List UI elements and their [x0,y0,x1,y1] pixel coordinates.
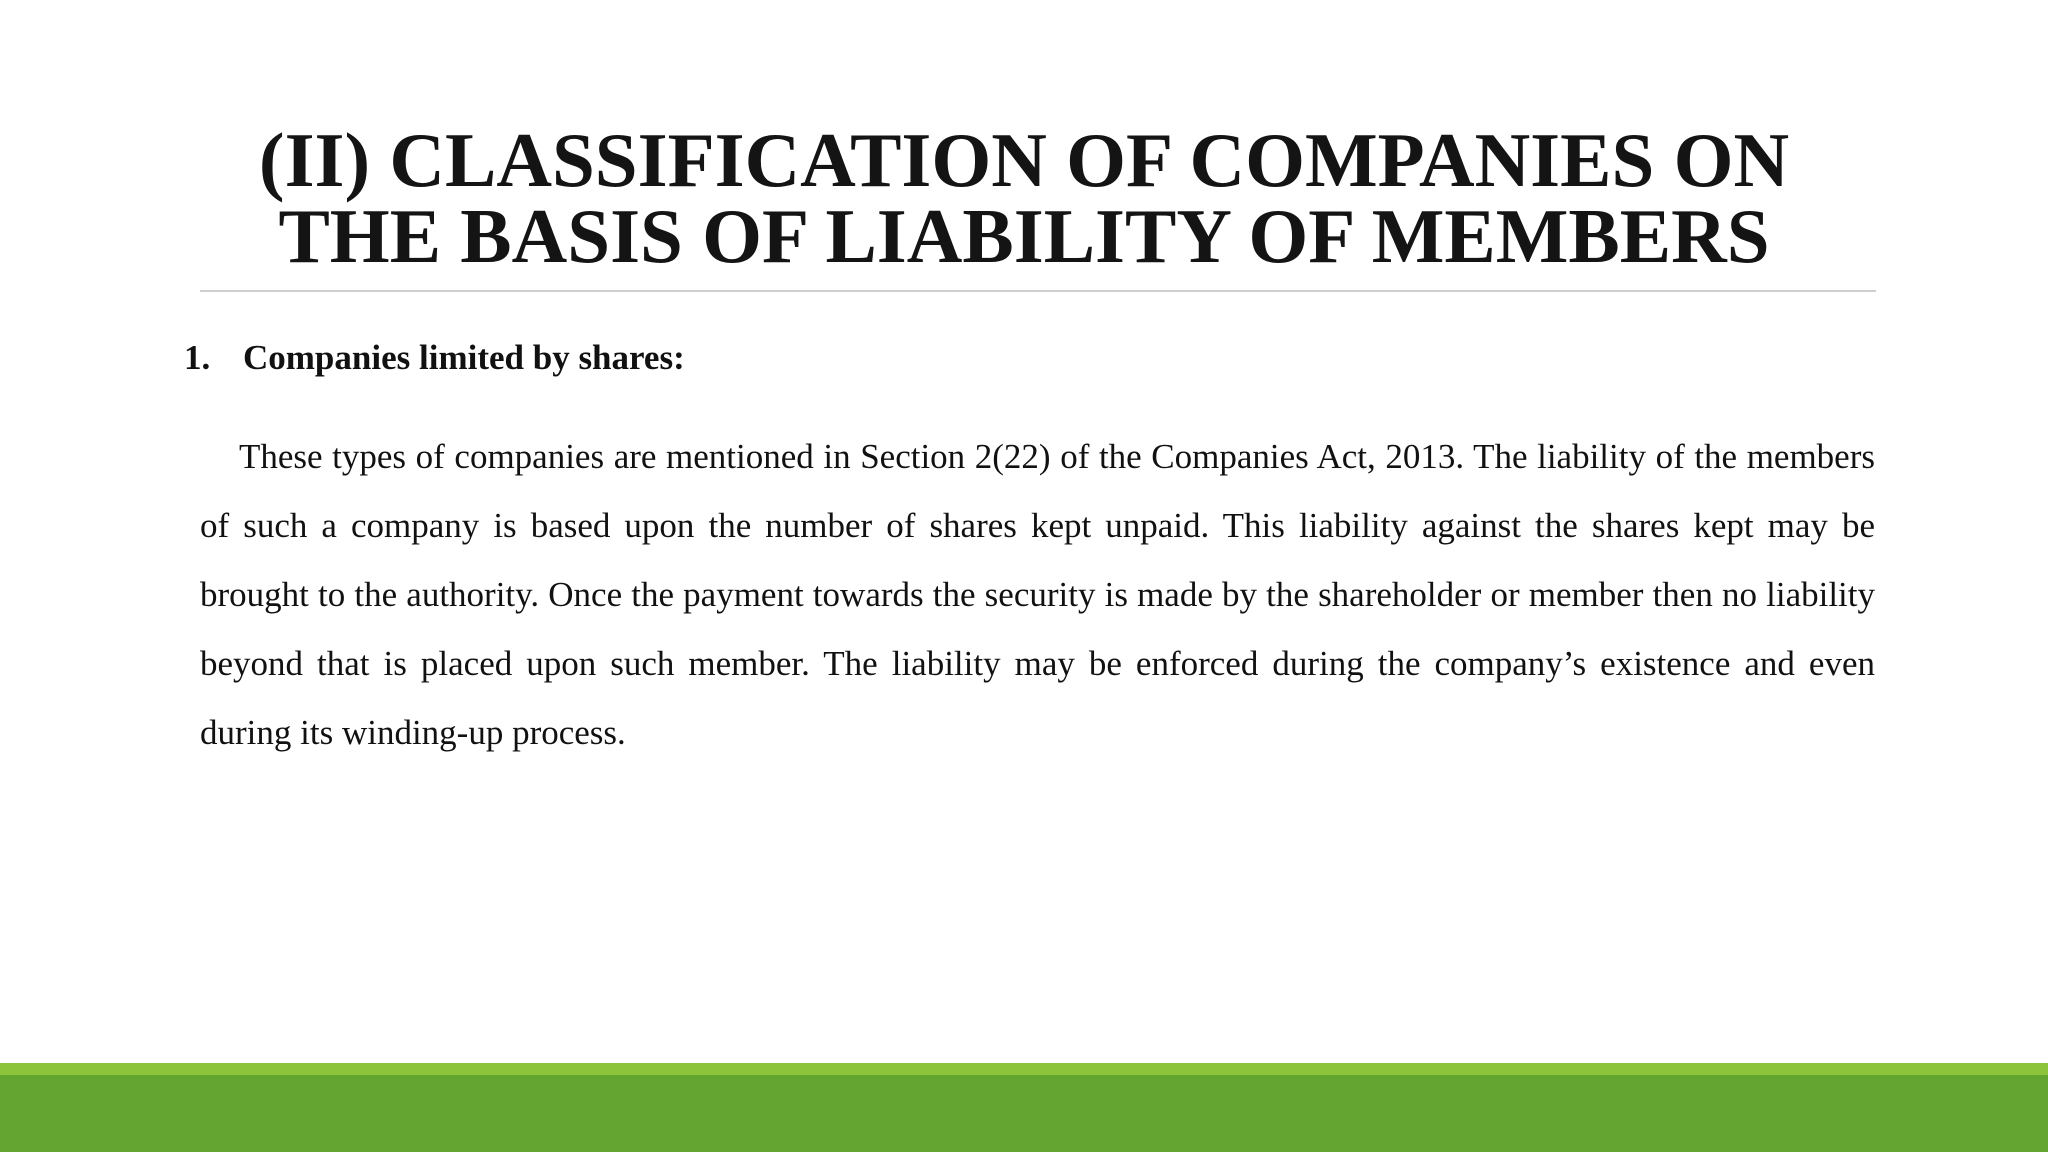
footer-accent-bar [0,1063,2048,1075]
list-item-number: 1. [184,338,211,377]
body-paragraph: These types of companies are mentioned in Section 2(22) of the Companies Act, 2013. The liability of the members of such a company is based upon the number of shares kept unpaid. This liability against the shares kept may be brought to the authority. Once the payment towards the security is made by the shareholder or member then no liability beyond that is placed upon such member. The liability may be enforced during the company’s existence and even during its winding-up process. [200,437,1875,752]
slide-title [200,117,1848,279]
slide-title-line-2: THE BASIS OF LIABILITY OF MEMBERS [278,193,1770,279]
list-item-heading-text: Companies limited by shares: [243,338,685,377]
title-divider [200,290,1876,292]
slide-title-line-1: (II) CLASSIFICATION OF COMPANIES ON [258,117,1790,203]
footer-bar [0,1075,2048,1152]
list-item-heading [184,336,685,380]
